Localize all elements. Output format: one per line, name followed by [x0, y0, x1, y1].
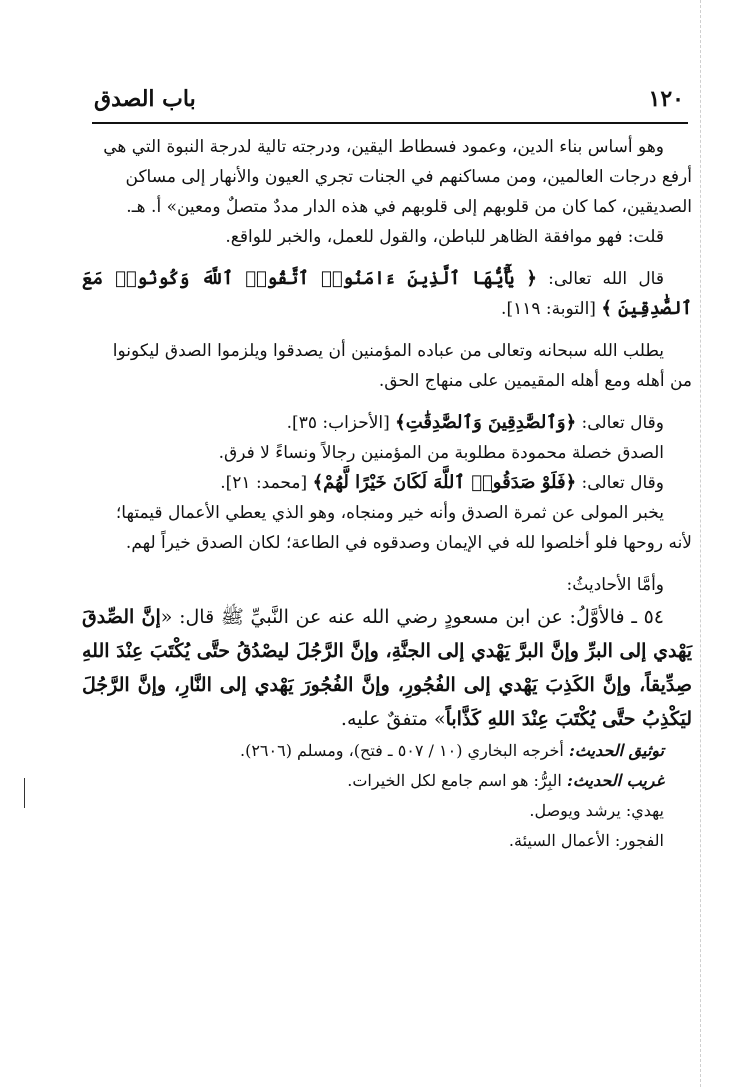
yahdi-term: يهدي:: [625, 801, 664, 820]
intro-line-1: وهو أساس بناء الدين، وعمود فسطاط اليقين، ودرجته تالية لدرجة النبوة التي هي: [103, 137, 664, 157]
verse-3-text: ﴿فَلَوْ صَدَقُوا۟ ٱللَّهَ لَكَانَ خَيْرًا لَّهُمْ﴾: [312, 472, 577, 493]
margin-mark: [24, 778, 31, 808]
explain-1-line-2: من أهله ومع أهله المقيمين على منهاج الحق.: [378, 371, 692, 391]
chapter-title: باب الصدق: [94, 86, 196, 112]
verse-1-text: ﴿ يَٰٓأَيُّهَا ٱلَّذِينَ ءَامَنُوا۟ ٱتَّقُوا۟ ٱللَّهَ وَكُونُوا۟ مَعَ ٱلصَّٰدِقِينَ ﴾: [82, 268, 692, 319]
verse-2: [82, 408, 692, 438]
page-header: [92, 82, 688, 124]
yahdi-def: يرشد ويوصل.: [529, 801, 621, 820]
hadith-54: [82, 600, 692, 736]
takhrij-label: توثيق الحديث:: [568, 741, 664, 760]
ahadith-heading: وأمَّا الأحاديثُ:: [566, 575, 664, 595]
verse-2-intro: وقال تعالى:: [581, 413, 664, 433]
intro-line-3: الصديقين، كما كان من قلوبهم إلى قلوبهم في هذه الدار مددٌ متصلٌ ومعين» أ. هـ.: [126, 197, 692, 217]
verse-1-intro: قال الله تعالى:: [548, 269, 664, 289]
page-number: ١٢٠: [648, 86, 684, 112]
gharib-label: غريب الحديث:: [566, 771, 664, 790]
hadith-text: إنَّ الصِّدقَ يَهْدي إلى البرِّ وإنَّ البرَّ يَهْدي إلى الجنَّةِ، وإنَّ الرَّجُلَ ليصْدُقُ حتَّى يُكْتَبَ عِنْدَ اللهِ صِدِّيقاً، وإنَّ الكَذِبَ يَهْدي إلى الفُجُورِ، وإنَّ الفُجُورَ يَهْدي إلى النَّارِ، وإنَّ الرَّجُلَ ليَكْذِبُ حتَّى يُكْتَبَ عِنْدَ اللهِ كَذَّاباً: [82, 606, 692, 730]
hadith-prefix: ٥٤ ـ فالأوَّلُ: عن ابن مسعودٍ رضي الله عنه عن النَّبيِّ ﷺ قال: «: [160, 606, 665, 628]
yahdi-line: [82, 796, 692, 826]
gharib-term: البِرُّ:: [533, 771, 562, 790]
gutter-line: [700, 0, 701, 1087]
verse-3-ref: [محمد: ٢١].: [220, 473, 308, 493]
fujur-line: [82, 826, 692, 856]
verse-1: [82, 264, 692, 324]
fujur-term: الفجور:: [614, 831, 664, 850]
explain-3-line-1: يخبر المولى عن ثمرة الصدق وأنه خير ومنجاه، وهو الذي يعطي الأعمال قيمتها؛: [115, 503, 664, 523]
explain-2: الصدق خصلة محمودة مطلوبة من المؤمنين رجالاً ونساءً لا فرق.: [218, 443, 664, 463]
verse-2-text: ﴿وَٱلصَّٰدِقِينَ وَٱلصَّٰدِقَٰتِ﴾: [395, 412, 577, 433]
qult-line: قلت: فهو موافقة الظاهر للباطن، والقول للعمل، والخبر للواقع.: [225, 227, 664, 247]
fujur-def: الأعمال السيئة.: [508, 831, 610, 850]
verse-3: [82, 468, 692, 498]
explain-1-line-1: يطلب الله سبحانه وتعالى من عباده المؤمنين أن يصدقوا ويلزموا الصدق ليكونوا: [112, 341, 664, 361]
verse-2-ref: [الأحزاب: ٣٥].: [286, 413, 390, 433]
explain-3-line-2: لأنه روحها فلو أخلصوا لله في الإيمان وصدقوه في الطاعة؛ لكان الصدق خيراً لهم.: [125, 533, 692, 553]
takhrij-text: أخرجه البخاري (١٠ / ٥٠٧ ـ فتح)، ومسلم (٢٦٠٦).: [239, 741, 564, 760]
hadith-suffix: » متفقٌ عليه.: [340, 708, 446, 730]
page-body: [82, 132, 692, 856]
gharib-def: هو اسم جامع لكل الخيرات.: [347, 771, 529, 790]
gharib-line: [82, 766, 692, 796]
intro-line-2: أرفع درجات العالمين، ومن مساكنهم في الجنات تجري العيون والأنهار إلى مساكن: [125, 167, 692, 187]
takhrij-line: [82, 736, 692, 766]
verse-3-intro: وقال تعالى:: [581, 473, 664, 493]
verse-1-ref: [التوبة: ١١٩].: [501, 299, 596, 319]
